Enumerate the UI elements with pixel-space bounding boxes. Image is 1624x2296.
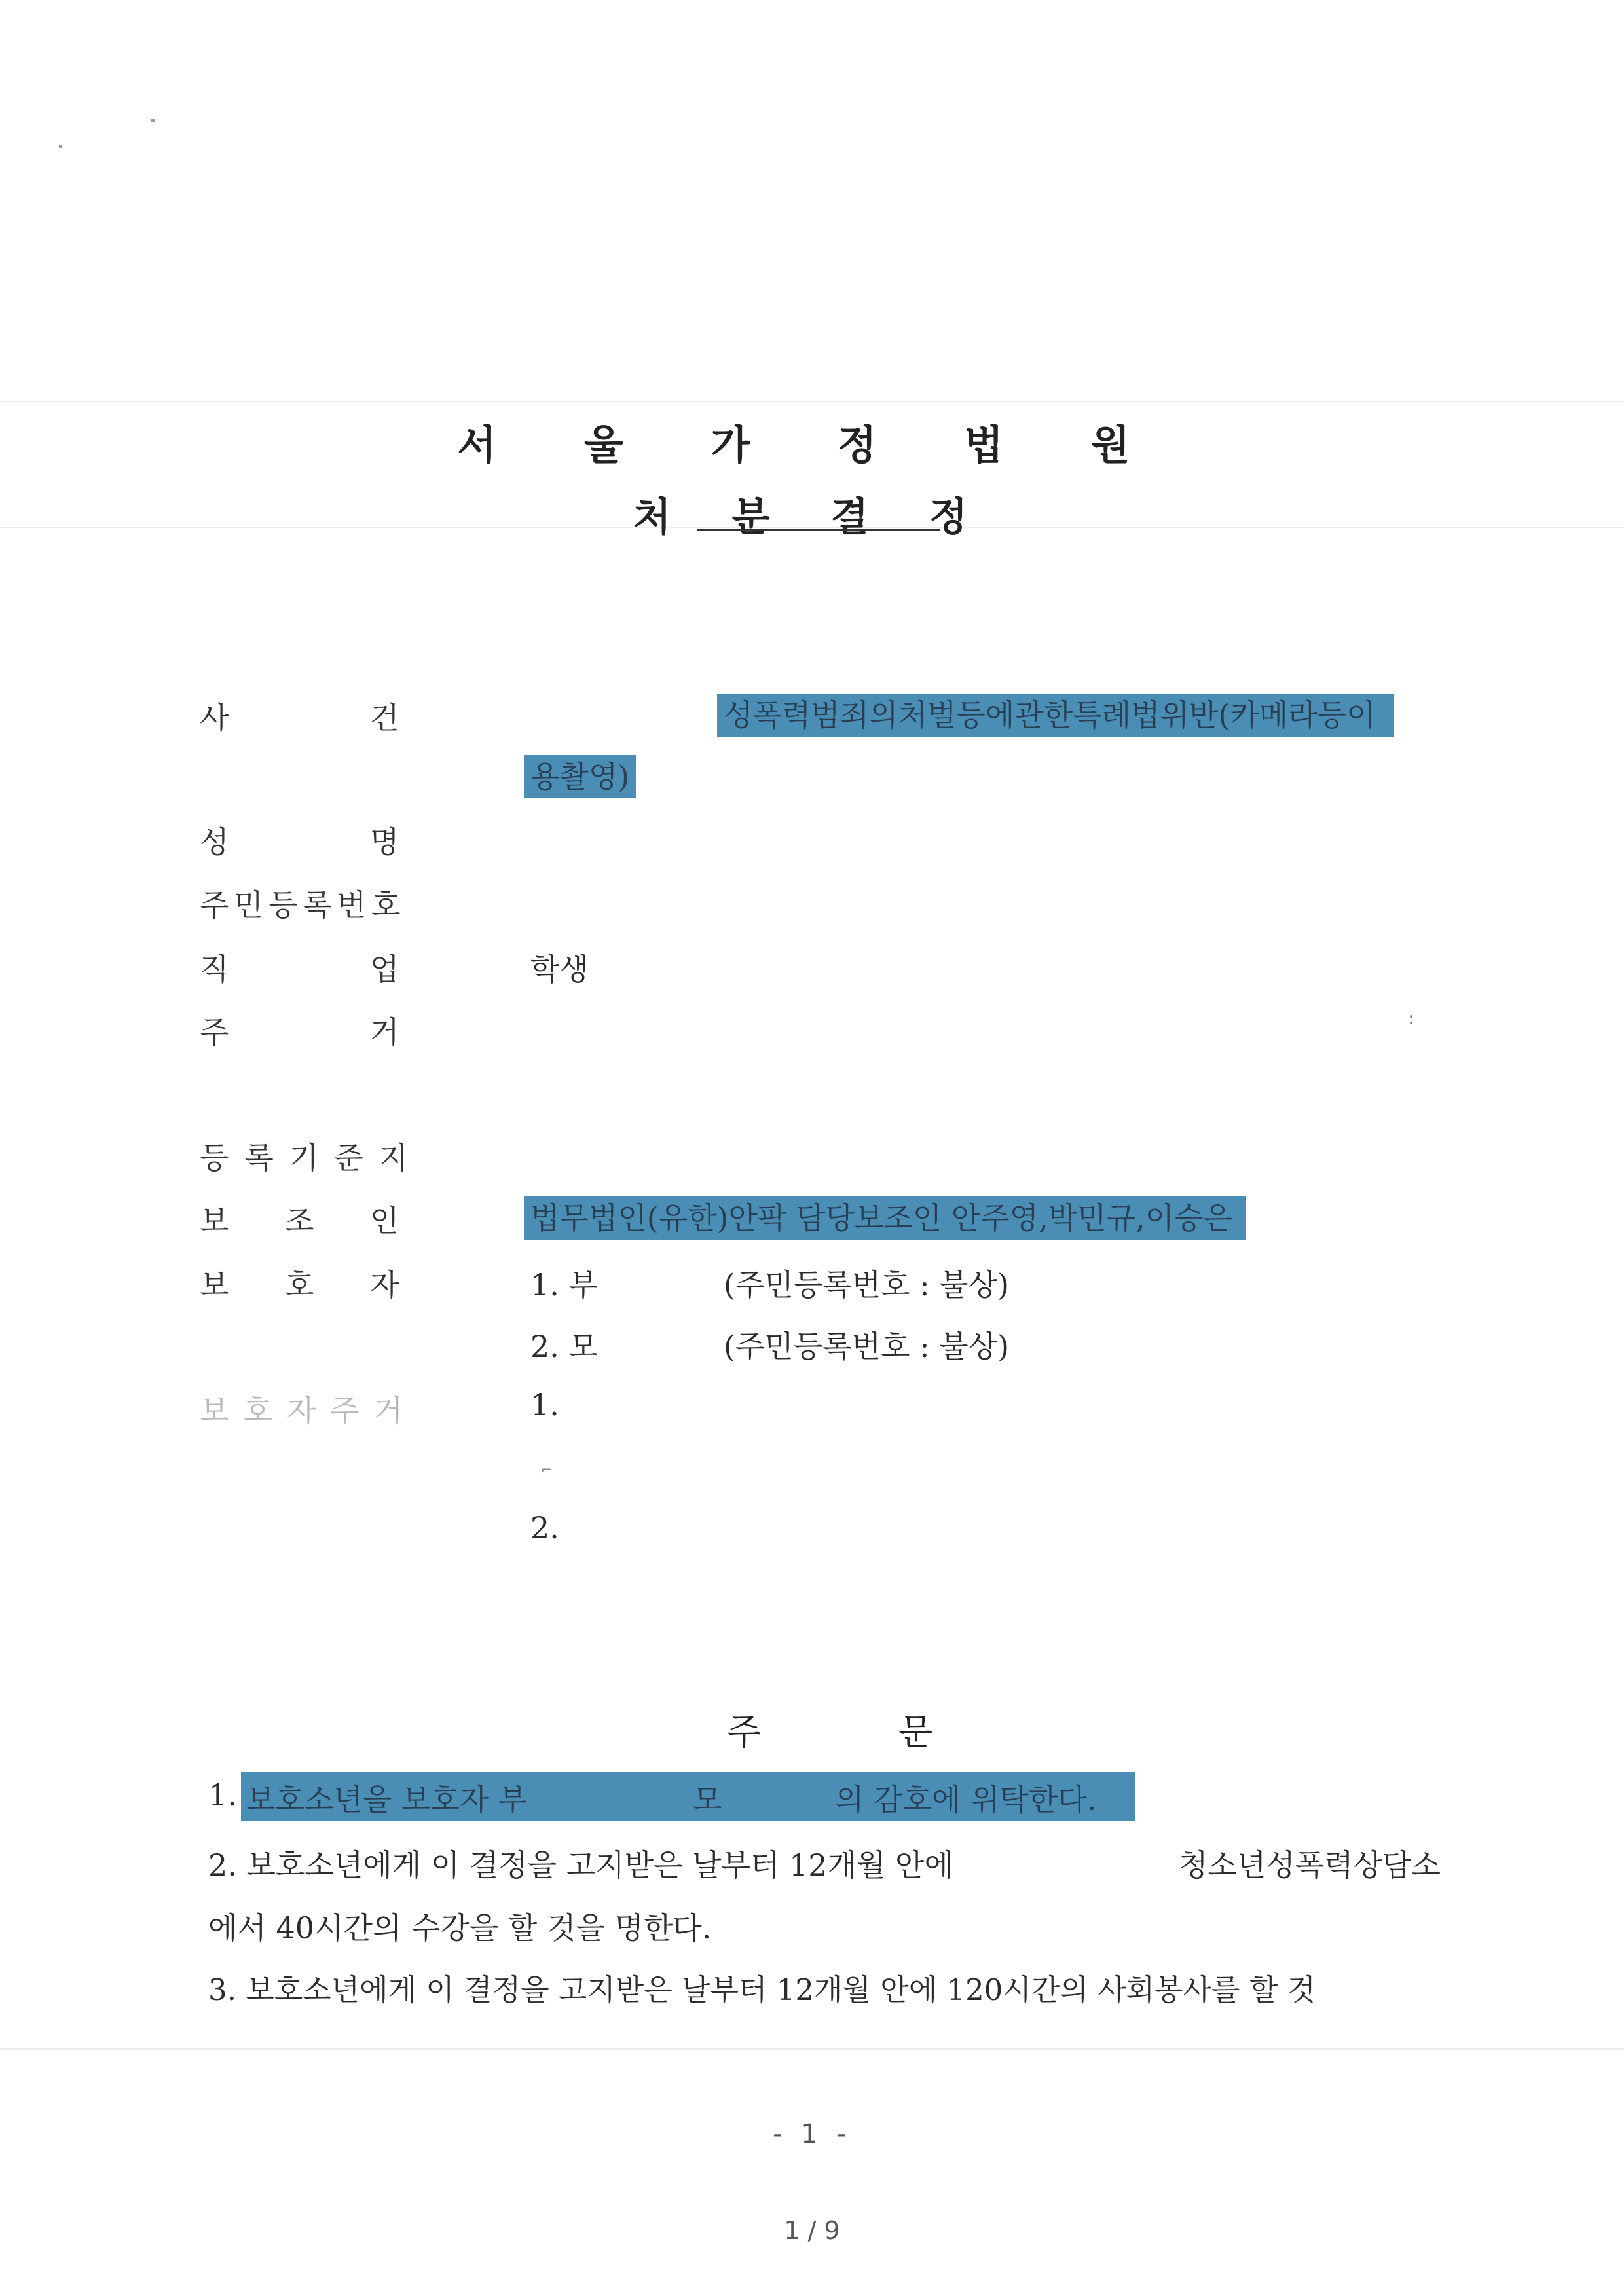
scan-line [0, 2048, 1624, 2050]
scan-line [0, 401, 1624, 402]
assistant-value: 법무법인(유한)안팍 담당보조인 안주영,박민규,이승은 [524, 1194, 1246, 1238]
order-item2-c: 에서 40시간의 수강을 할 것을 명한다. [208, 1910, 712, 1946]
order-item1-b: 모 [693, 1782, 722, 1817]
scan-speck [59, 145, 62, 148]
case-value-line2: 용촬영) [524, 753, 636, 796]
guardian-1: 1. 부 [530, 1267, 598, 1303]
address-mark: : [1408, 1006, 1415, 1029]
guardian-address-label: 보호자주거 [200, 1393, 418, 1428]
order-item2-b: 청소년성폭력상담소 [1179, 1847, 1441, 1883]
rrn-label: 주민등록번호 [200, 887, 406, 923]
order-item1-c: 의 감호에 위탁한다. [835, 1782, 1097, 1817]
guardian-address-1: 1. [530, 1387, 559, 1422]
page-counter: 1 / 9 [784, 2216, 840, 2245]
court-name: 서 울 가 정 법 원 [457, 421, 1167, 469]
guardian-address-2: 2. [530, 1510, 559, 1546]
registry-label: 등록기준지 [200, 1140, 424, 1176]
job-value: 학생 [530, 952, 589, 987]
guardian-2-note: (주민등록번호 : 불상) [724, 1329, 1010, 1364]
order-item1-a: 보호소년을 보호자 부 [246, 1782, 528, 1817]
page-number-label: - 1 - [773, 2119, 851, 2149]
guardian-2: 2. 모 [530, 1329, 598, 1364]
order-item2-a: 2. 보호소년에게 이 결정을 고지받은 날부터 12개월 안에 [208, 1847, 953, 1883]
order-item3: 3. 보호소년에게 이 결정을 고지받은 날부터 12개월 안에 120시간의 사회봉사를 할 것 [208, 1972, 1316, 2007]
guardian-1-note: (주민등록번호 : 불상) [724, 1267, 1010, 1303]
document-title: 처 분 결 정 [633, 494, 991, 540]
title-underline [697, 529, 940, 531]
guardian-address-mark: ⌐ [541, 1462, 552, 1477]
case-value-line1: 성폭력범죄의처벌등에관한특례법위반(카메라등이 [717, 692, 1394, 735]
scan-speck [151, 119, 155, 122]
order-item1-number: 1. [208, 1777, 237, 1813]
